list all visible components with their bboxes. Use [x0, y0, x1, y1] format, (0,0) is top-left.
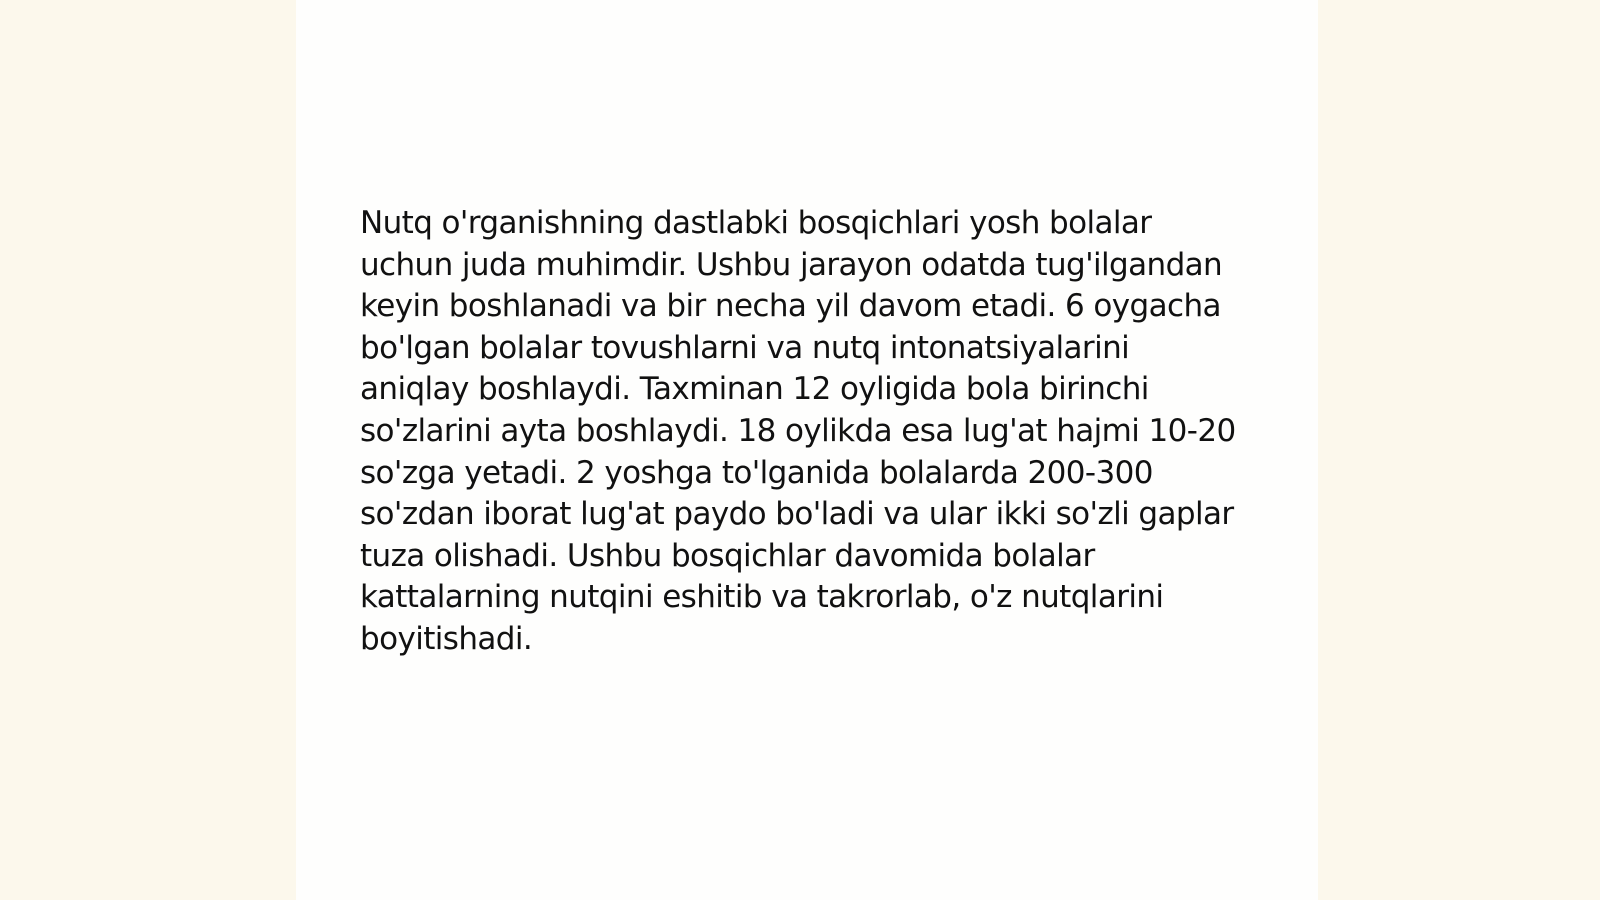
- document-paragraph: Nutq o'rganishning dastlabki bosqichlari yosh bolalar uchun juda muhimdir. Ushbu jarayon odatda tug'ilgandan keyin boshlanadi va bir necha yil davom etadi. 6 oygacha bo'lgan bolalar tovushlarni va nutq intonatsiyalarini aniqlay boshlaydi. Taxminan 12 oyligida bola birinchi so'zlarini ayta boshlaydi. 18 oylikda esa lug'at hajmi 10-20 so'zga yetadi. 2 yoshga to'lganida bolalarda 200-300 so'zdan iborat lug'at paydo bo'ladi va ular ikki so'zli gaplar tuza olishadi. Ushbu bosqichlar davomida bolalar kattalarning nutqini eshitib va takrorlab, o'z nutqlarini boyitishadi.: [360, 205, 1236, 657]
